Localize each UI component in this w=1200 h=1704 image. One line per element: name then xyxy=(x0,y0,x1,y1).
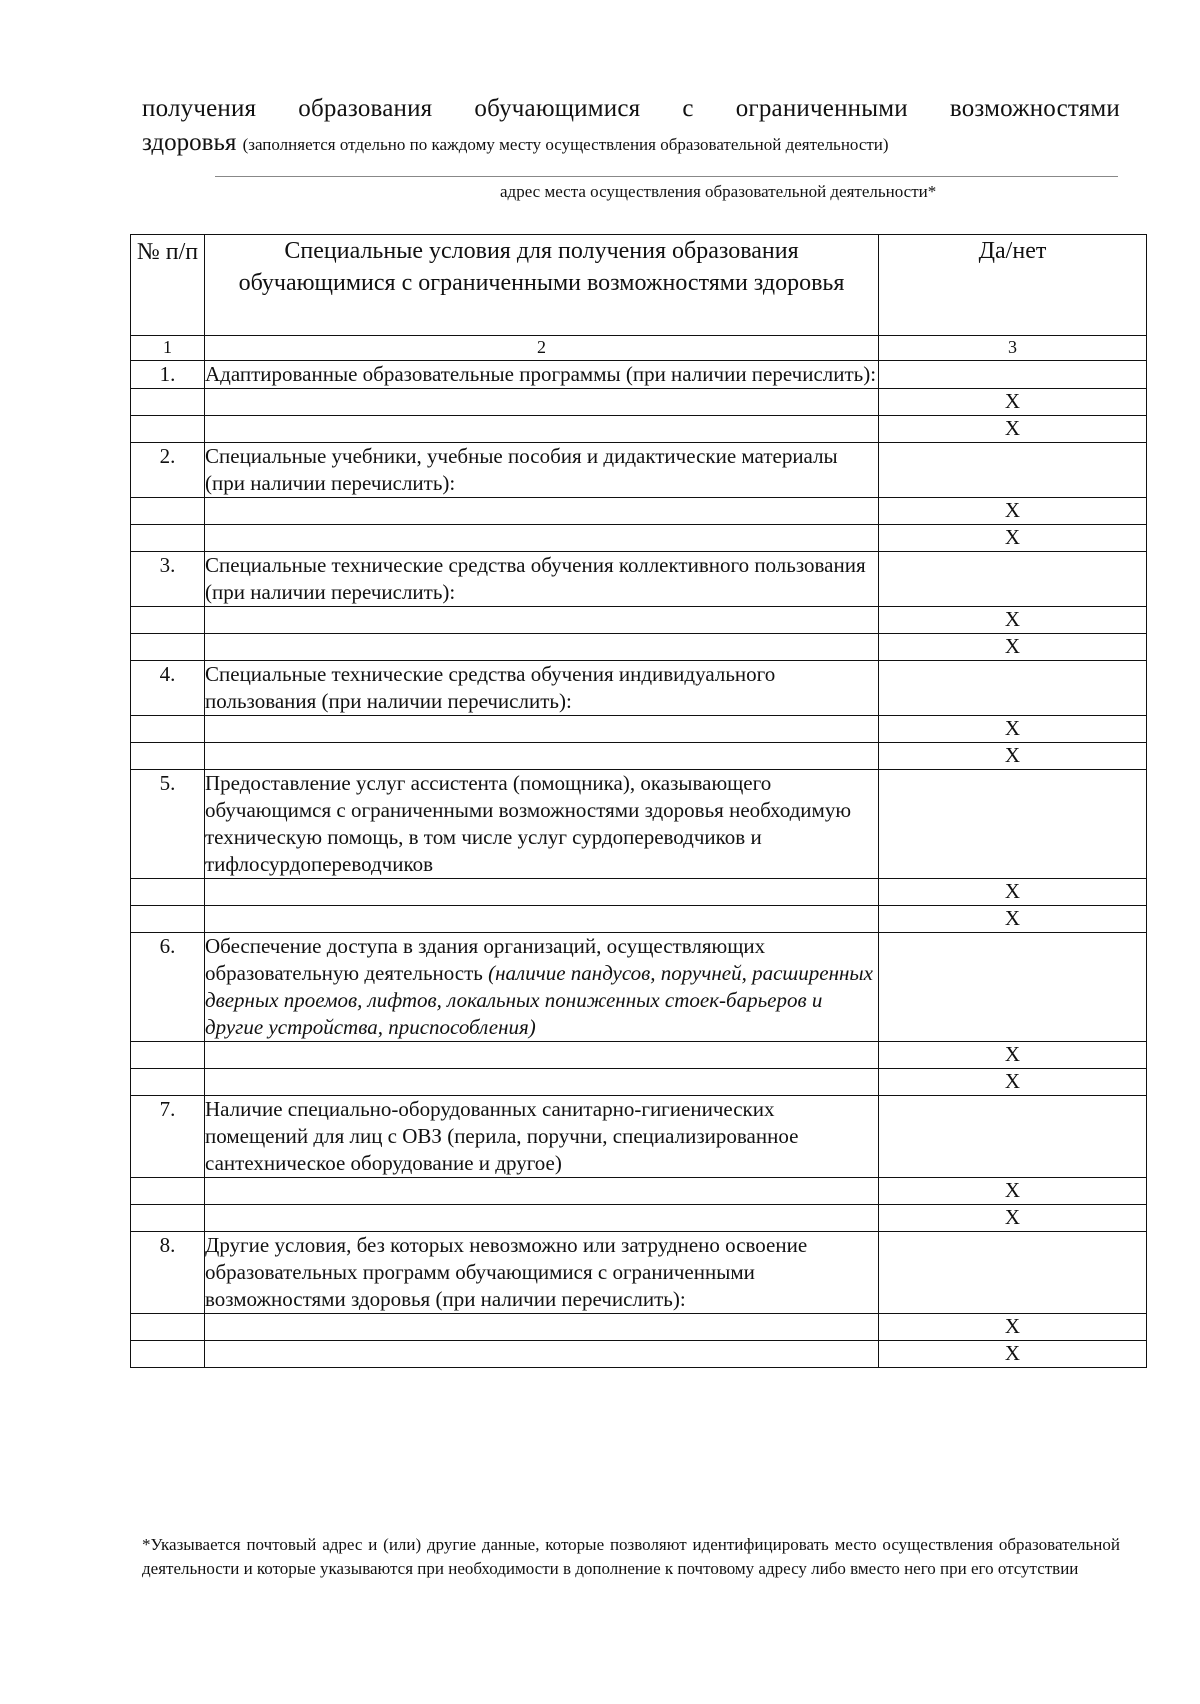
entry-text-cell[interactable] xyxy=(205,743,879,770)
item-answer-cell[interactable] xyxy=(879,770,1147,879)
heading-line-1: получения образования обучающимися с ограниченными возможностями xyxy=(142,95,1120,122)
table-header-row xyxy=(131,235,1147,336)
heading-fill-note: (заполняется отдельно по каждому месту осуществления образовательной деятельности) xyxy=(242,135,889,154)
item-number: 8. xyxy=(131,1232,205,1314)
item-condition-text xyxy=(205,361,879,389)
condition-label: Наличие специально-оборудованных санитарно-гигиенических помещений для лиц с ОВЗ (перила, поручни, специализированное сантехническое оборудование и другое) xyxy=(205,1097,799,1175)
column-number: 3 xyxy=(879,336,1147,361)
entry-num-cell xyxy=(131,1042,205,1069)
header-num: № п/п xyxy=(131,235,205,336)
item-condition-text xyxy=(205,933,879,1042)
item-answer-cell[interactable] xyxy=(879,933,1147,1042)
entry-num-cell xyxy=(131,416,205,443)
item-answer-cell[interactable] xyxy=(879,552,1147,607)
entry-num-cell xyxy=(131,1205,205,1232)
entry-text-cell[interactable] xyxy=(205,498,879,525)
table-row xyxy=(131,552,1147,607)
entry-mark: Х xyxy=(879,716,1147,743)
entry-num-cell xyxy=(131,1341,205,1368)
entry-mark: Х xyxy=(879,634,1147,661)
entry-text-cell[interactable] xyxy=(205,879,879,906)
entry-row xyxy=(131,416,1147,443)
entry-row xyxy=(131,634,1147,661)
entry-row xyxy=(131,879,1147,906)
entry-num-cell xyxy=(131,716,205,743)
item-number: 4. xyxy=(131,661,205,716)
entry-mark: Х xyxy=(879,1314,1147,1341)
entry-row xyxy=(131,716,1147,743)
entry-text-cell[interactable] xyxy=(205,1178,879,1205)
entry-text-cell[interactable] xyxy=(205,607,879,634)
item-answer-cell[interactable] xyxy=(879,1096,1147,1178)
entry-text-cell[interactable] xyxy=(205,1042,879,1069)
entry-num-cell xyxy=(131,743,205,770)
table-row xyxy=(131,1232,1147,1314)
entry-num-cell xyxy=(131,906,205,933)
entry-mark: Х xyxy=(879,1069,1147,1096)
entry-row xyxy=(131,525,1147,552)
entry-row xyxy=(131,1341,1147,1368)
entry-row xyxy=(131,1314,1147,1341)
entry-row xyxy=(131,607,1147,634)
table-row xyxy=(131,361,1147,389)
item-answer-cell[interactable] xyxy=(879,361,1147,389)
entry-row xyxy=(131,389,1147,416)
condition-label: Специальные учебники, учебные пособия и дидактические материалы (при наличии перечислить): xyxy=(205,444,838,495)
entry-mark: Х xyxy=(879,906,1147,933)
item-condition-text xyxy=(205,661,879,716)
item-answer-cell[interactable] xyxy=(879,661,1147,716)
entry-num-cell xyxy=(131,389,205,416)
entry-mark: Х xyxy=(879,879,1147,906)
condition-label: Специальные технические средства обучения индивидуального пользования (при наличии перечислить): xyxy=(205,662,776,713)
table-row xyxy=(131,443,1147,498)
entry-text-cell[interactable] xyxy=(205,416,879,443)
footnote: *Указывается почтовый адрес и (или) другие данные, которые позволяют идентифицировать место осуществления образовательной деятельности и которые указываются при необходимости в дополнение к почтовому адресу либо вместо него при его отсутствии xyxy=(142,1535,1120,1578)
condition-note: (наличие пандусов, поручней, расширенных дверных проемов, лифтов, локальных пониженных стоек-барьеров и другие устройства, приспособления) xyxy=(205,961,873,1039)
entry-num-cell xyxy=(131,879,205,906)
entry-text-cell[interactable] xyxy=(205,906,879,933)
entry-mark: Х xyxy=(879,1042,1147,1069)
entry-mark: Х xyxy=(879,743,1147,770)
item-condition-text xyxy=(205,770,879,879)
entry-text-cell[interactable] xyxy=(205,1205,879,1232)
entry-row xyxy=(131,1069,1147,1096)
item-condition-text xyxy=(205,1096,879,1178)
entry-text-cell[interactable] xyxy=(205,634,879,661)
item-condition-text xyxy=(205,1232,879,1314)
heading-line-2 xyxy=(142,126,1120,162)
entry-row xyxy=(131,1178,1147,1205)
address-fill-line[interactable] xyxy=(215,176,1118,177)
header-condition: Специальные условия для получения образования обучающимися с ограниченными возможностями здоровья xyxy=(205,235,879,336)
entry-text-cell[interactable] xyxy=(205,716,879,743)
conditions-table xyxy=(130,234,1147,1368)
entry-mark: Х xyxy=(879,607,1147,634)
entry-text-cell[interactable] xyxy=(205,1341,879,1368)
entry-row xyxy=(131,498,1147,525)
entry-mark: Х xyxy=(879,1178,1147,1205)
entry-text-cell[interactable] xyxy=(205,1069,879,1096)
entry-num-cell xyxy=(131,634,205,661)
item-number: 2. xyxy=(131,443,205,498)
item-answer-cell[interactable] xyxy=(879,443,1147,498)
table-row xyxy=(131,661,1147,716)
condition-label: Обеспечение доступа в здания организаций, осуществляющих образовательную деятельность xyxy=(205,934,766,985)
item-answer-cell[interactable] xyxy=(879,1232,1147,1314)
entry-mark: Х xyxy=(879,1205,1147,1232)
item-condition-text xyxy=(205,443,879,498)
entry-num-cell xyxy=(131,607,205,634)
item-number: 6. xyxy=(131,933,205,1042)
entry-text-cell[interactable] xyxy=(205,525,879,552)
entry-row xyxy=(131,906,1147,933)
address-caption: адрес места осуществления образовательной деятельности* xyxy=(500,182,937,201)
table-row xyxy=(131,933,1147,1042)
condition-label: Специальные технические средства обучения коллективного пользования (при наличии перечислить): xyxy=(205,553,866,604)
entry-mark: Х xyxy=(879,1341,1147,1368)
table-row xyxy=(131,1096,1147,1178)
condition-label: Адаптированные образовательные программы (при наличии перечислить): xyxy=(205,362,877,386)
header-answer: Да/нет xyxy=(879,235,1147,336)
entry-mark: Х xyxy=(879,389,1147,416)
condition-label: Другие условия, без которых невозможно или затруднено освоение образовательных программ обучающимися с ограниченными возможностями здоровья (при наличии перечислить): xyxy=(205,1233,808,1311)
item-number: 1. xyxy=(131,361,205,389)
entry-num-cell xyxy=(131,525,205,552)
item-condition-text xyxy=(205,552,879,607)
column-number: 2 xyxy=(205,336,879,361)
heading-word: здоровья xyxy=(142,129,237,156)
entry-text-cell[interactable] xyxy=(205,389,879,416)
table-row xyxy=(131,770,1147,879)
entry-row xyxy=(131,1042,1147,1069)
item-number: 5. xyxy=(131,770,205,879)
form-heading xyxy=(142,92,1120,162)
condition-label: Предоставление услуг ассистента (помощника), оказывающего обучающимся с ограниченными возможностями здоровья необходимую техническую помощь, в том числе услуг сурдопереводчиков и тифлосурдопереводчиков xyxy=(205,771,852,876)
item-number: 3. xyxy=(131,552,205,607)
column-number-row xyxy=(131,336,1147,361)
entry-num-cell xyxy=(131,1178,205,1205)
column-number: 1 xyxy=(131,336,205,361)
entry-num-cell xyxy=(131,498,205,525)
entry-mark: Х xyxy=(879,416,1147,443)
entry-num-cell xyxy=(131,1069,205,1096)
item-number: 7. xyxy=(131,1096,205,1178)
entry-mark: Х xyxy=(879,525,1147,552)
entry-row xyxy=(131,1205,1147,1232)
entry-mark: Х xyxy=(879,498,1147,525)
entry-num-cell xyxy=(131,1314,205,1341)
entry-text-cell[interactable] xyxy=(205,1314,879,1341)
entry-row xyxy=(131,743,1147,770)
